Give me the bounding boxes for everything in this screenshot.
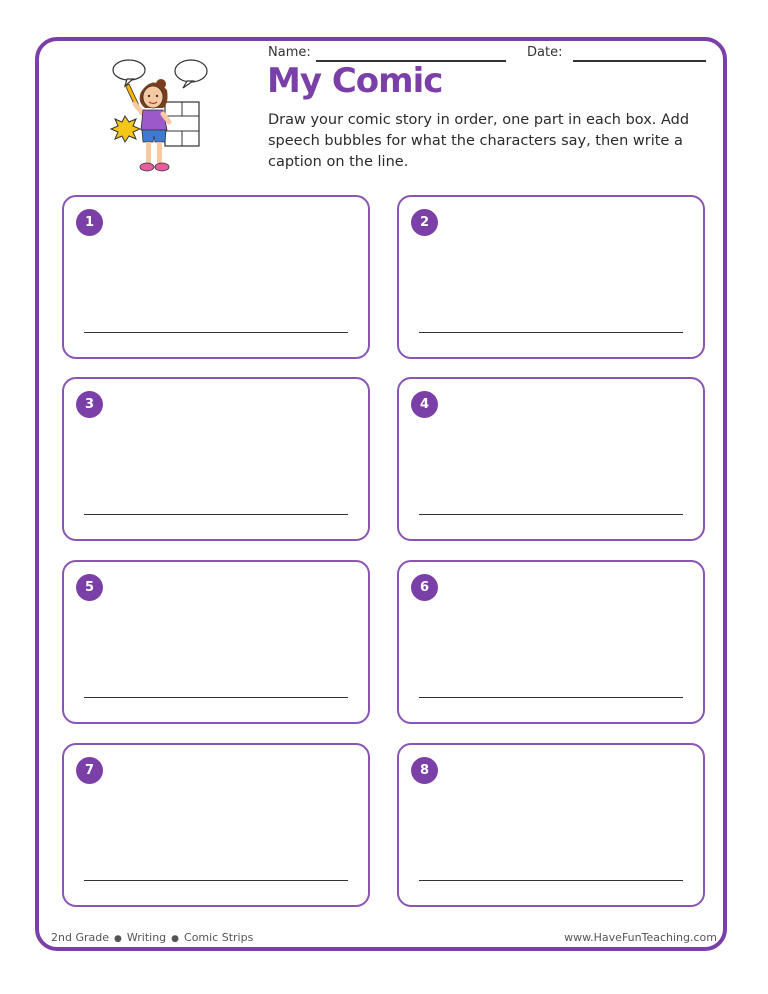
comic-panel[interactable]	[397, 377, 705, 541]
comic-panel[interactable]	[397, 560, 705, 724]
date-field[interactable]	[573, 60, 706, 62]
girl-holding-comic-page-icon	[105, 56, 215, 178]
separator-dot: ●	[114, 934, 122, 944]
name-label: Name:	[268, 45, 311, 60]
caption-line[interactable]	[419, 697, 683, 699]
comic-panel[interactable]	[62, 560, 370, 724]
panel-number-badge: 2	[411, 209, 438, 236]
caption-line[interactable]	[84, 697, 348, 699]
website-link[interactable]: www.HaveFunTeaching.com	[564, 931, 717, 944]
caption-line[interactable]	[419, 514, 683, 516]
subject-tag: Writing	[126, 931, 167, 944]
panel-number-badge: 3	[76, 391, 103, 418]
comic-panel[interactable]	[397, 195, 705, 359]
separator-dot: ●	[171, 934, 180, 944]
panel-number-badge: 4	[411, 391, 438, 418]
caption-line[interactable]	[419, 332, 683, 334]
date-label: Date:	[527, 45, 563, 60]
comic-panel[interactable]	[62, 743, 370, 907]
caption-line[interactable]	[84, 332, 348, 334]
comic-panel[interactable]	[62, 377, 370, 541]
grade-tag: 2nd Grade	[51, 931, 109, 944]
panel-number-badge: 6	[411, 574, 438, 601]
caption-line[interactable]	[84, 514, 348, 516]
caption-line[interactable]	[84, 880, 348, 882]
instructions-text: Draw your comic story in order, one part in each box. Add speech bubbles for what the characters say, then write a caption on the line.	[268, 112, 690, 170]
comic-panel[interactable]	[62, 195, 370, 359]
topic-tag: Comic Strips	[184, 931, 254, 944]
footer-tags	[51, 931, 253, 944]
page-title: My Comic	[267, 61, 443, 101]
panel-number-badge: 5	[76, 574, 103, 601]
panel-number-badge: 7	[76, 757, 103, 784]
caption-line[interactable]	[419, 880, 683, 882]
panel-number-badge: 1	[76, 209, 103, 236]
panel-number-badge: 8	[411, 757, 438, 784]
comic-panel[interactable]	[397, 743, 705, 907]
